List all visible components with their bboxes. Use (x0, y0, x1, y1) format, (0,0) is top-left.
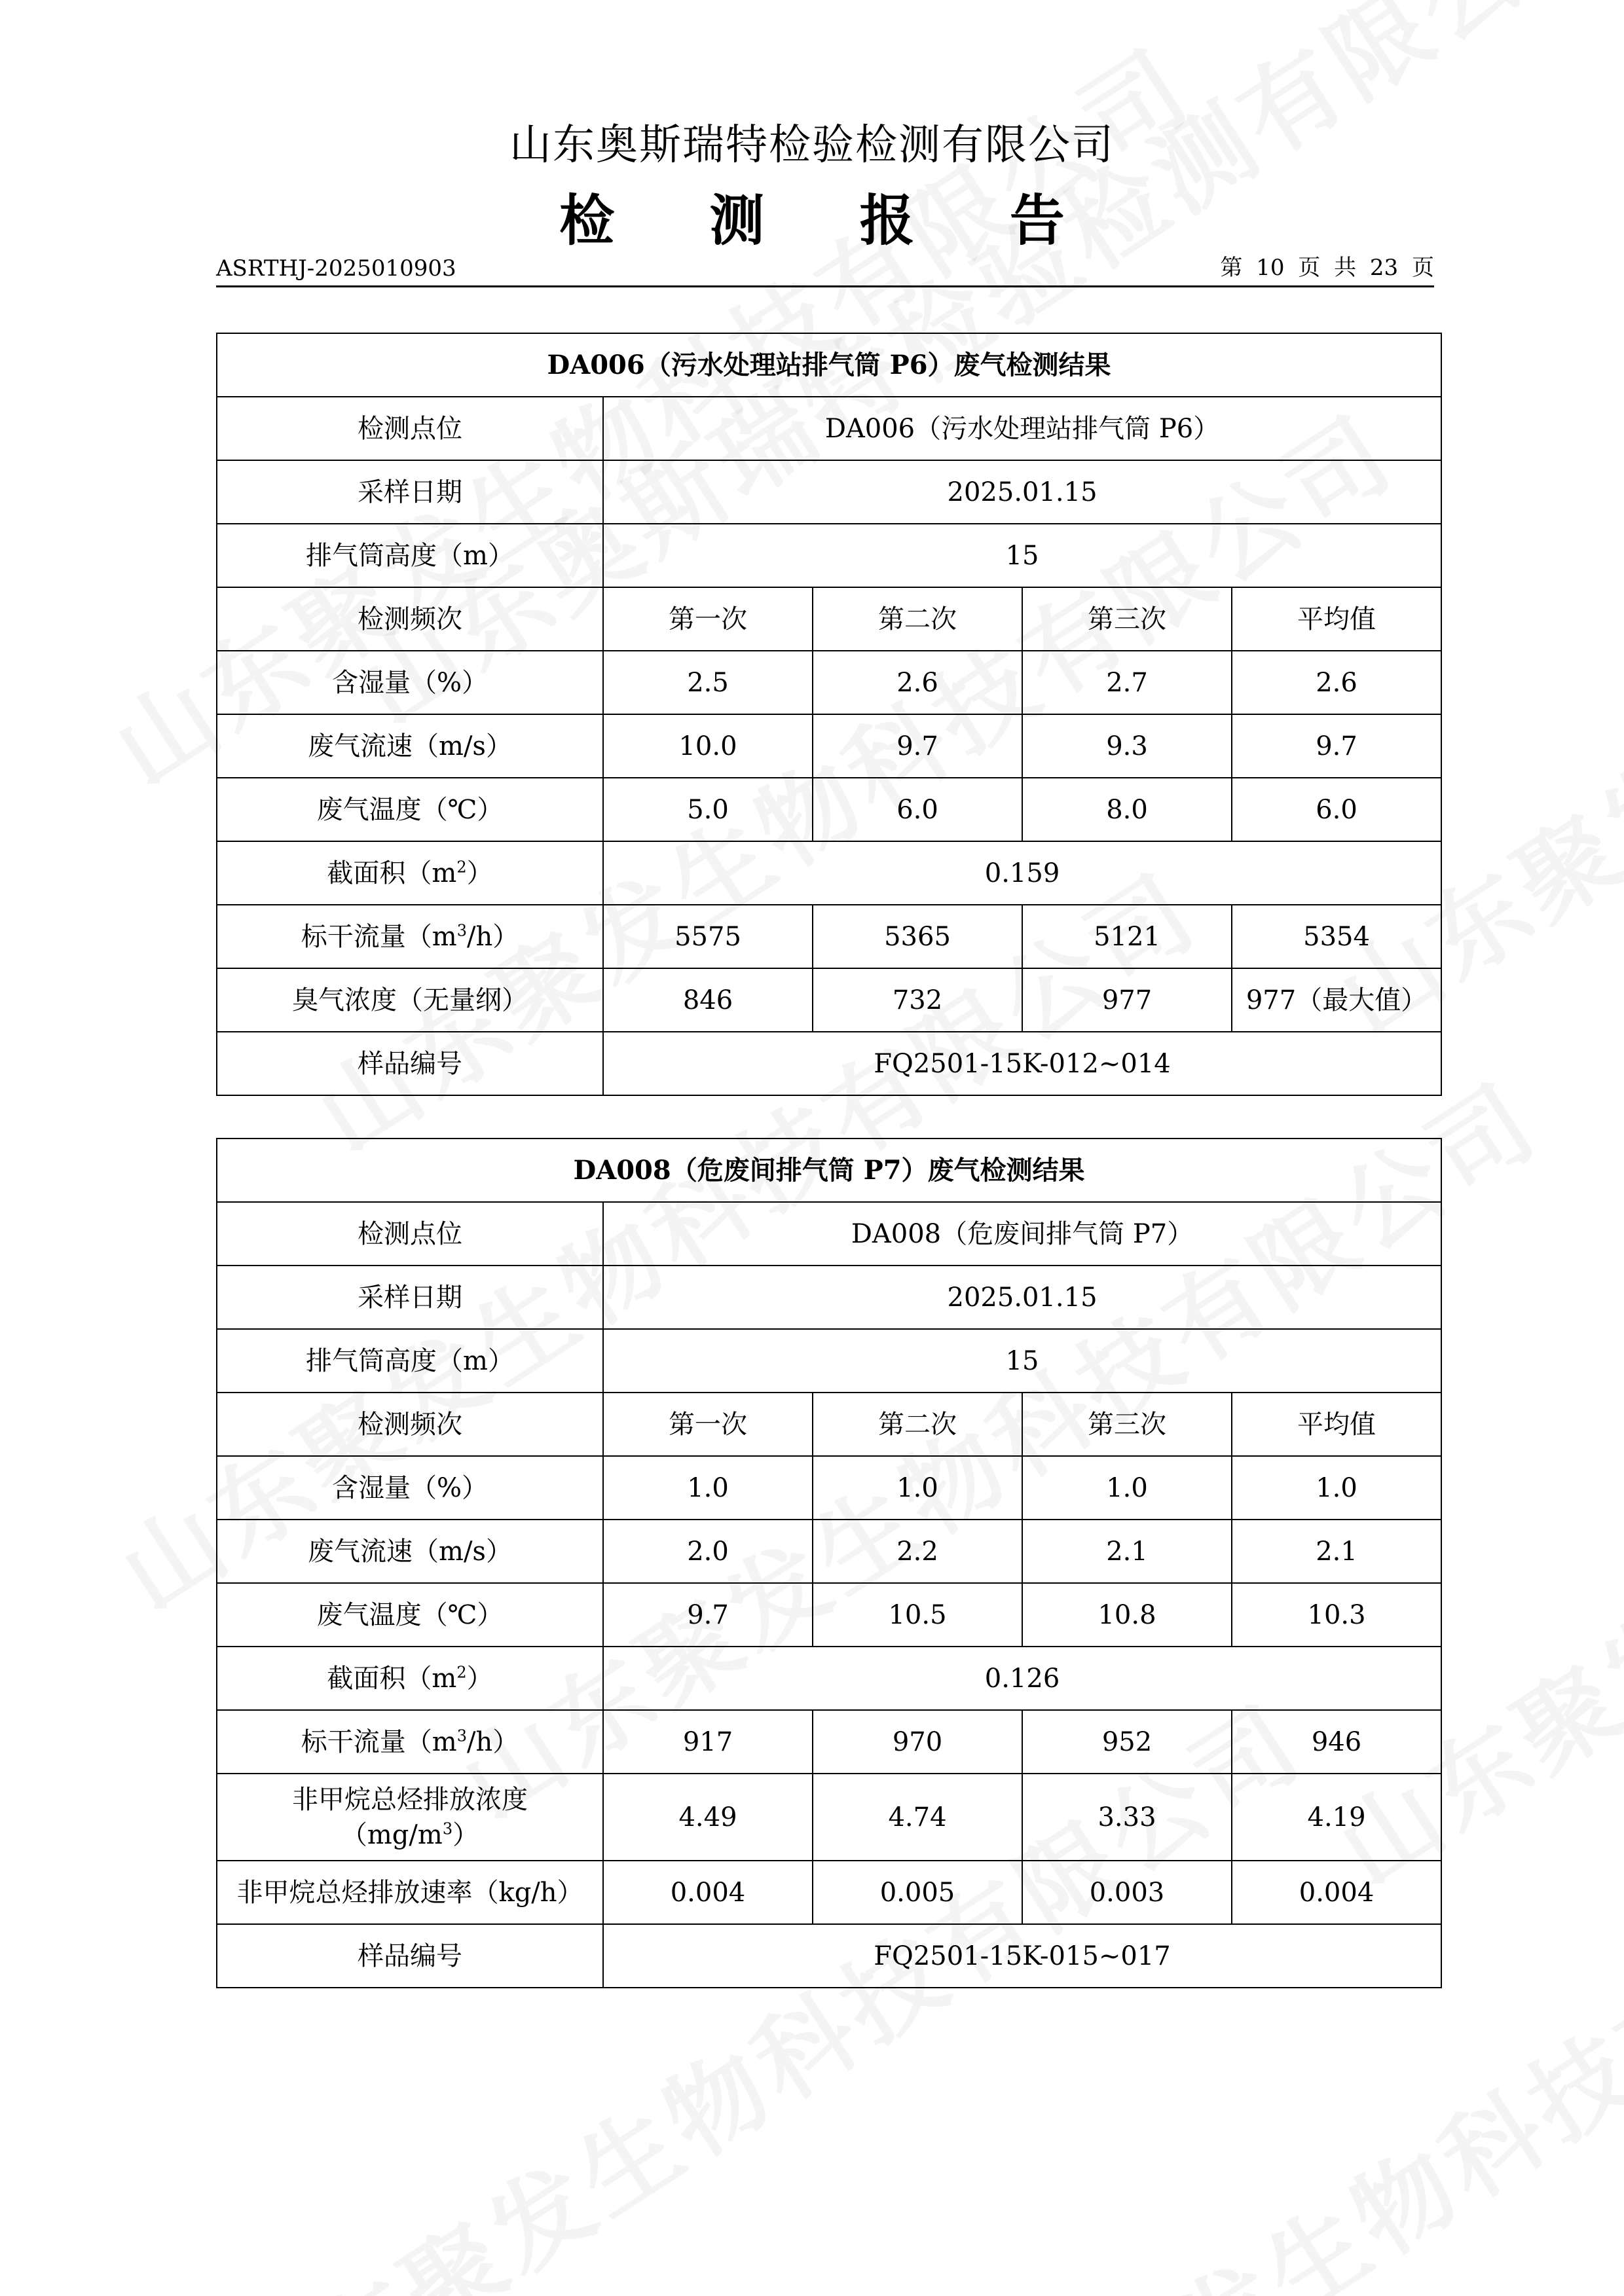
header-divider (216, 285, 1434, 287)
table-row (217, 1861, 1441, 1924)
cell-value: 970 (813, 1710, 1022, 1774)
table-row (217, 905, 1441, 968)
cell-value: 5.0 (603, 778, 813, 841)
cell-value: 977 (1022, 968, 1232, 1032)
cell-value: 10.3 (1232, 1583, 1441, 1647)
cell-value: 2.6 (813, 651, 1022, 714)
table-row (217, 397, 1441, 460)
column-header: 第一次 (603, 1393, 813, 1456)
table-row (217, 841, 1441, 905)
column-header: 第三次 (1022, 587, 1232, 651)
label-text: 截面积（m (327, 1663, 457, 1694)
label-superscript: 3 (456, 1726, 467, 1745)
row-label: 非甲烷总烃排放速率（kg/h） (217, 1861, 603, 1924)
table-row (217, 1393, 1441, 1456)
table-row (217, 1032, 1441, 1095)
row-label: 废气流速（m/s） (217, 714, 603, 778)
row-label (217, 1710, 603, 1774)
table-title: DA006（污水处理站排气筒 P6）废气检测结果 (217, 333, 1441, 397)
cell-value: 15 (603, 524, 1441, 587)
cell-value: DA006（污水处理站排气筒 P6） (603, 397, 1441, 460)
cell-value: 2.0 (603, 1520, 813, 1583)
table-title: DA008（危废间排气筒 P7）废气检测结果 (217, 1139, 1441, 1202)
cell-value: 4.19 (1232, 1774, 1441, 1861)
cell-value: 2.1 (1232, 1520, 1441, 1583)
cell-value: 0.004 (603, 1861, 813, 1924)
cell-value: 4.49 (603, 1774, 813, 1861)
cell-value: 9.7 (1232, 714, 1441, 778)
cell-value: 0.159 (603, 841, 1441, 905)
report-title: 检 测 报 告 (559, 189, 1103, 253)
result-table-da006 (216, 333, 1442, 1096)
row-label: 检测点位 (217, 1202, 603, 1266)
cell-value: 2.5 (603, 651, 813, 714)
table-row (217, 1583, 1441, 1647)
cell-value: 977（最大值） (1232, 968, 1441, 1032)
table-row (217, 460, 1441, 524)
cell-value: 2.2 (813, 1520, 1022, 1583)
table-row (217, 1202, 1441, 1266)
cell-value: 2.7 (1022, 651, 1232, 714)
cell-value: FQ2501-15K-015~017 (603, 1924, 1441, 1988)
row-label: 采样日期 (217, 460, 603, 524)
table-row (217, 1710, 1441, 1774)
cell-value: 15 (603, 1329, 1441, 1393)
cell-value: 2025.01.15 (603, 1266, 1441, 1329)
column-header: 平均值 (1232, 587, 1441, 651)
table-row (217, 714, 1441, 778)
row-label: 排气筒高度（m） (217, 1329, 603, 1393)
cell-value: 1.0 (603, 1456, 813, 1520)
cell-value: 2.6 (1232, 651, 1441, 714)
cell-value: 917 (603, 1710, 813, 1774)
label-text: /h） (466, 1726, 519, 1757)
column-header: 第二次 (813, 1393, 1022, 1456)
cell-value: 732 (813, 968, 1022, 1032)
cell-value: 5365 (813, 905, 1022, 968)
column-header: 第三次 (1022, 1393, 1232, 1456)
cell-value: 0.126 (603, 1647, 1441, 1710)
row-label: 检测频次 (217, 1393, 603, 1456)
column-header: 第二次 (813, 587, 1022, 651)
label-text: 标干流量（m (301, 1726, 457, 1757)
report-header-row (216, 251, 1434, 285)
result-table-da008 (216, 1138, 1442, 1988)
table-row (217, 968, 1441, 1032)
cell-value: 0.005 (813, 1861, 1022, 1924)
company-name: 山东奥斯瑞特检验检测有限公司 (509, 121, 1115, 170)
table-title-row (217, 333, 1441, 397)
label-superscript: 2 (456, 1663, 467, 1682)
row-label: 样品编号 (217, 1032, 603, 1095)
page-info: 第 10 页 共 23 页 (1220, 255, 1434, 281)
cell-value: 10.5 (813, 1583, 1022, 1647)
cell-value: FQ2501-15K-012~014 (603, 1032, 1441, 1095)
row-label: 废气温度（℃） (217, 1583, 603, 1647)
cell-value: 946 (1232, 1710, 1441, 1774)
table-row (217, 1924, 1441, 1988)
label-text: 非甲烷总烃排放浓度 (292, 1784, 528, 1815)
cell-value: 10.8 (1022, 1583, 1232, 1647)
label-text: ） (466, 858, 493, 888)
row-label (217, 1774, 603, 1861)
cell-value: 6.0 (813, 778, 1022, 841)
table-row (217, 1647, 1441, 1710)
label-text: 标干流量（m (301, 921, 457, 952)
row-label: 检测频次 (217, 587, 603, 651)
cell-value: DA008（危废间排气筒 P7） (603, 1202, 1441, 1266)
table-row (217, 651, 1441, 714)
cell-value: 5575 (603, 905, 813, 968)
row-label: 废气流速（m/s） (217, 1520, 603, 1583)
table-row (217, 587, 1441, 651)
label-superscript: 3 (456, 921, 467, 940)
cell-value: 9.7 (813, 714, 1022, 778)
cell-value: 6.0 (1232, 778, 1441, 841)
label-superscript: 2 (456, 858, 467, 877)
cell-value: 1.0 (1232, 1456, 1441, 1520)
table-row (217, 1266, 1441, 1329)
cell-value: 8.0 (1022, 778, 1232, 841)
cell-value: 10.0 (603, 714, 813, 778)
table-row (217, 1329, 1441, 1393)
row-label: 样品编号 (217, 1924, 603, 1988)
cell-value: 952 (1022, 1710, 1232, 1774)
label-superscript: 3 (442, 1819, 453, 1838)
row-label: 含湿量（%） (217, 651, 603, 714)
table-row (217, 524, 1441, 587)
table-row (217, 778, 1441, 841)
label-text: 截面积（m (327, 858, 457, 888)
report-number: ASRTHJ-2025010903 (216, 255, 456, 282)
cell-value: 5121 (1022, 905, 1232, 968)
cell-value: 2.1 (1022, 1520, 1232, 1583)
row-label: 排气筒高度（m） (217, 524, 603, 587)
row-label: 采样日期 (217, 1266, 603, 1329)
row-label (217, 841, 603, 905)
cell-value: 0.004 (1232, 1861, 1441, 1924)
cell-value: 1.0 (813, 1456, 1022, 1520)
cell-value: 4.74 (813, 1774, 1022, 1861)
label-text: ） (466, 1663, 493, 1694)
cell-value: 846 (603, 968, 813, 1032)
row-label (217, 905, 603, 968)
cell-value: 0.003 (1022, 1861, 1232, 1924)
cell-value: 1.0 (1022, 1456, 1232, 1520)
column-header: 平均值 (1232, 1393, 1441, 1456)
label-text: （mg/m (341, 1819, 443, 1850)
table-row (217, 1520, 1441, 1583)
column-header: 第一次 (603, 587, 813, 651)
label-text: ） (452, 1819, 479, 1850)
label-text: /h） (466, 921, 519, 952)
cell-value: 3.33 (1022, 1774, 1232, 1861)
cell-value: 9.3 (1022, 714, 1232, 778)
row-label: 臭气浓度（无量纲） (217, 968, 603, 1032)
cell-value: 2025.01.15 (603, 460, 1441, 524)
table-row (217, 1774, 1441, 1861)
table-title-row (217, 1139, 1441, 1202)
row-label: 含湿量（%） (217, 1456, 603, 1520)
table-row (217, 1456, 1441, 1520)
cell-value: 9.7 (603, 1583, 813, 1647)
cell-value: 5354 (1232, 905, 1441, 968)
row-label: 废气温度（℃） (217, 778, 603, 841)
row-label (217, 1647, 603, 1710)
row-label: 检测点位 (217, 397, 603, 460)
